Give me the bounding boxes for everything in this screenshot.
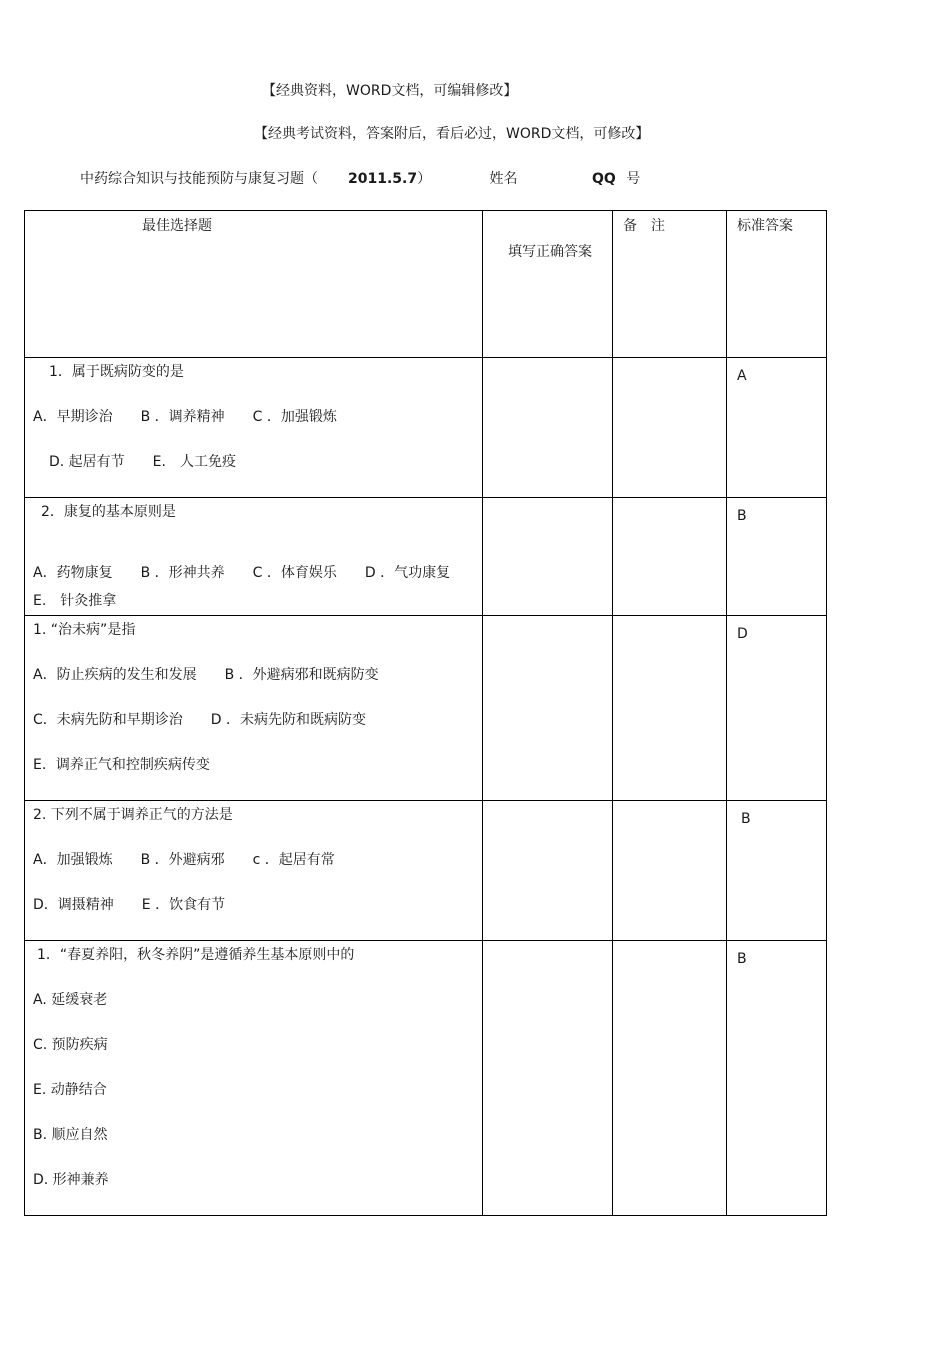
fill-answer-cell[interactable] [483, 801, 613, 941]
question-cell: 2．康复的基本原则是 A．药物康复 B ．形神共养 C ．体育娱乐 D ．气功康复 E. 针灸推拿 [25, 498, 483, 616]
document-banner-1: 【经典资料，WORD文档，可编辑修改】 [262, 83, 518, 99]
header-standard-cell: 标准答案 [727, 211, 827, 358]
question-cell: 1. “治未病”是指 A．防止疾病的发生和发展 B ．外避病邪和既病防变 C．未病先防和早期诊治 D ．未病先防和既病防变 E．调养正气和控制疾病传变 [25, 616, 483, 801]
fill-answer-cell[interactable] [483, 616, 613, 801]
note-cell[interactable] [613, 358, 727, 498]
exercise-date: 2011.5.7 [348, 171, 418, 187]
exercise-table [24, 210, 827, 1216]
table-row [25, 498, 827, 616]
name-label: 姓名 [489, 171, 518, 187]
document-banner-2: 【经典考试资料，答案附后，看后必过，WORD文档，可修改】 [254, 126, 650, 142]
table-row [25, 941, 827, 1216]
note-cell[interactable] [613, 801, 727, 941]
note-cell[interactable] [613, 941, 727, 1216]
header-note-cell: 备 注 [613, 211, 727, 358]
standard-answer-cell: B [727, 498, 827, 616]
table-row [25, 801, 827, 941]
fill-answer-cell[interactable] [483, 358, 613, 498]
date-close: ） [417, 171, 432, 187]
table-row [25, 358, 827, 498]
header-question-cell: 最佳选择题 [25, 211, 483, 358]
question-cell: 2. 下列不属于调养正气的方法是 A．加强锻炼 B ．外避病邪 c ．起居有常 D．调摄精神 E ．饮食有节 [25, 801, 483, 941]
fill-answer-cell[interactable] [483, 498, 613, 616]
header-row [80, 168, 640, 188]
standard-answer-cell: B [727, 801, 827, 941]
note-cell[interactable] [613, 616, 727, 801]
standard-answer-cell: B [727, 941, 827, 1216]
fill-answer-cell[interactable] [483, 941, 613, 1216]
table-header-row [25, 211, 827, 358]
exercise-title: 中药综合知识与技能预防与康复习题（ [80, 171, 318, 187]
standard-answer-cell: A [727, 358, 827, 498]
qq-suffix: 号 [626, 171, 641, 187]
standard-answer-cell: D [727, 616, 827, 801]
table-row [25, 616, 827, 801]
question-cell: 1．属于既病防变的是 A．早期诊治 B ．调养精神 C ．加强锻炼 D. 起居有节 E. 人工免疫 [25, 358, 483, 498]
question-cell: 1．“春夏养阳，秋冬养阴”是遵循养生基本原则中的 A. 延缓衰老 C. 预防疾病 E. 动静结合 B. 顺应自然 D. 形神兼养 [25, 941, 483, 1216]
header-fill-cell: 填写正确答案 [483, 211, 613, 358]
qq-label: QQ [592, 171, 616, 187]
note-cell[interactable] [613, 498, 727, 616]
